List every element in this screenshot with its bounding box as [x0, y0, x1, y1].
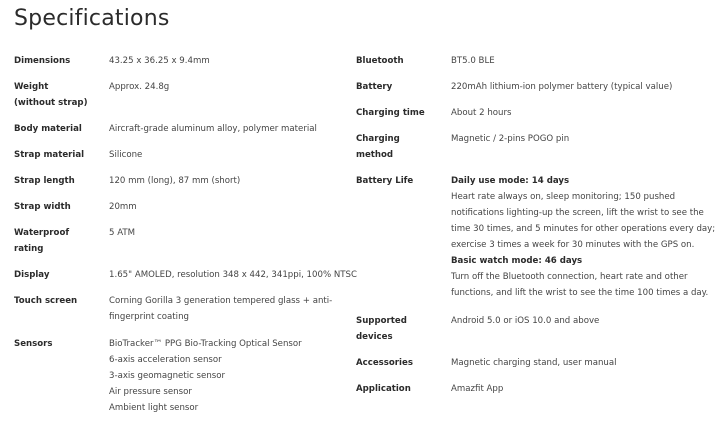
spec-label-line: (without strap)	[14, 98, 88, 108]
spec-label	[14, 147, 84, 163]
spec-label	[14, 336, 53, 352]
spec-label	[356, 173, 413, 189]
spec-label-line: Battery	[356, 82, 393, 92]
spec-value-line: Basic watch mode: 46 days	[451, 256, 583, 266]
spec-label-line: rating	[14, 244, 44, 254]
spec-value-line: Approx. 24.8g	[109, 82, 170, 92]
page-title: Specifications	[14, 6, 170, 31]
spec-value-line: 5 ATM	[109, 228, 136, 238]
spec-value	[451, 381, 503, 397]
spec-label	[356, 105, 425, 121]
spec-value-line: Turn off the Bluetooth connection, heart rate and other	[451, 272, 688, 282]
spec-value	[451, 131, 569, 147]
spec-label	[356, 381, 411, 397]
spec-value-line: exercise 3 times a week for 30 minutes with the GPS on.	[451, 240, 695, 250]
spec-label-line: Waterproof	[14, 228, 70, 238]
spec-value-line: Magnetic charging stand, user manual	[451, 358, 617, 368]
spec-value-line: 6-axis acceleration sensor	[109, 355, 222, 365]
spec-label-line: Touch screen	[14, 296, 78, 306]
spec-value	[451, 79, 672, 95]
spec-value-line: Android 5.0 or iOS 10.0 and above	[451, 316, 600, 326]
spec-value-line: BT5.0 BLE	[451, 56, 495, 66]
spec-value-line: Daily use mode: 14 days	[451, 176, 570, 186]
spec-value-line: 1.65" AMOLED, resolution 348 x 442, 341ppi, 100% NTSC	[109, 270, 357, 280]
spec-value-line: Air pressure sensor	[109, 387, 192, 397]
spec-label	[14, 53, 70, 69]
spec-label	[14, 79, 88, 111]
spec-value	[109, 79, 169, 95]
spec-value-line: 20mm	[109, 202, 137, 212]
spec-value-line: Silicone	[109, 150, 143, 160]
spec-label-line: Strap width	[14, 202, 71, 212]
spec-value-line: 120 mm (long), 87 mm (short)	[109, 176, 241, 186]
spec-label	[356, 131, 400, 163]
spec-label-line: Strap material	[14, 150, 85, 160]
spec-value-line: BioTracker™ PPG Bio-Tracking Optical Sensor	[109, 339, 302, 349]
spec-value	[109, 225, 135, 241]
spec-label-line: Battery Life	[356, 176, 414, 186]
spec-value-line: Heart rate always on, sleep monitoring; 150 pushed	[451, 192, 676, 202]
spec-value	[451, 53, 495, 69]
spec-label	[14, 199, 71, 215]
spec-value-line: Amazfit App	[451, 384, 504, 394]
spec-value	[451, 173, 715, 301]
spec-value-line: About 2 hours	[451, 108, 512, 118]
spec-value-line: Corning Gorilla 3 generation tempered glass + anti-	[109, 296, 333, 306]
spec-label-line: Bluetooth	[356, 56, 404, 66]
spec-value-line: Aircraft-grade aluminum alloy, polymer material	[109, 124, 317, 134]
spec-label-line: method	[356, 150, 394, 160]
spec-value	[451, 105, 512, 121]
spec-value	[109, 293, 332, 325]
spec-label	[14, 225, 69, 257]
spec-label-line: Display	[14, 270, 50, 280]
spec-value	[109, 121, 317, 137]
spec-label	[356, 355, 413, 371]
spec-value-line: 3-axis geomagnetic sensor	[109, 371, 226, 381]
spec-label-line: Accessories	[356, 358, 413, 368]
spec-value	[451, 313, 599, 329]
spec-label	[14, 293, 77, 309]
spec-label	[356, 79, 392, 95]
spec-label-line: Supported	[356, 316, 407, 326]
spec-label-line: Charging	[356, 134, 400, 144]
spec-value-line: Ambient light sensor	[109, 403, 199, 413]
spec-label-line: Body material	[14, 124, 82, 134]
spec-label-line: Weight	[14, 82, 49, 92]
spec-value-line: functions, and lift the wrist to see the time 100 times a day.	[451, 288, 709, 298]
spec-value	[109, 336, 302, 416]
spec-label	[14, 121, 82, 137]
spec-value	[109, 53, 210, 69]
spec-label	[356, 53, 404, 69]
spec-value	[109, 267, 357, 283]
spec-label-line: Strap length	[14, 176, 75, 186]
spec-value	[451, 355, 617, 371]
spec-label-line: Application	[356, 384, 411, 394]
spec-value	[109, 147, 142, 163]
spec-label-line: Dimensions	[14, 56, 71, 66]
spec-label-line: Sensors	[14, 339, 53, 349]
spec-label-line: devices	[356, 332, 393, 342]
spec-value	[109, 199, 137, 215]
spec-value-line: time 30 times, and 5 minutes for other operations every day;	[451, 224, 716, 234]
spec-label	[356, 313, 407, 345]
spec-value-line: fingerprint coating	[109, 312, 189, 322]
spec-label	[14, 267, 49, 283]
spec-value	[109, 173, 240, 189]
spec-value-line: 43.25 x 36.25 x 9.4mm	[109, 56, 210, 66]
spec-value-line: Magnetic / 2-pins POGO pin	[451, 134, 570, 144]
spec-value-line: notifications lighting-up the screen, lift the wrist to see the	[451, 208, 704, 218]
spec-label-line: Charging time	[356, 108, 425, 118]
spec-label	[14, 173, 75, 189]
spec-value-line: 220mAh lithium-ion polymer battery (typical value)	[451, 82, 673, 92]
